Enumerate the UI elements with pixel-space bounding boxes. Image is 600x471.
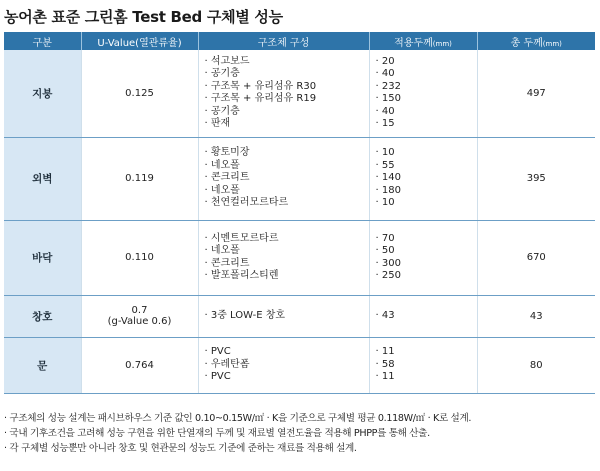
u-value-cell: 0.110 xyxy=(81,220,198,295)
thickness-item: · 140 xyxy=(376,172,477,185)
category-cell: 외벽 xyxy=(4,137,81,220)
footnote: · 구조체의 성능 설계는 패시브하우스 기준 값인 0.10~0.15W/㎡ · K을 기준으로 구체별 평균 0.118W/㎡ · K로 설계. xyxy=(4,411,471,426)
footnote: · 국내 기후조건을 고려해 성능 구현을 위한 단열재의 두께 및 재료별 열전도율을 적용해 PHPP를 통해 산출. xyxy=(4,426,471,441)
total-cell: 43 xyxy=(477,295,595,337)
thickness-item: · 50 xyxy=(376,245,477,258)
table-header-row xyxy=(4,32,595,50)
thickness-item: · 40 xyxy=(376,106,477,119)
layer-item: · 우레탄폼 xyxy=(205,359,369,372)
layer-item: · 석고보드 xyxy=(205,56,369,69)
thickness-item: · 55 xyxy=(376,160,477,173)
layer-item: · 황토미장 xyxy=(205,147,369,160)
total-cell: 497 xyxy=(477,50,595,137)
u-value-main: 0.7 xyxy=(131,305,148,316)
header-thickness xyxy=(369,32,477,50)
layer-item: · 시멘트모르타르 xyxy=(205,233,369,246)
thickness-item: · 58 xyxy=(376,359,477,372)
u-value-cell: 0.119 xyxy=(81,137,198,220)
thickness-item: · 70 xyxy=(376,233,477,246)
layer-item: · 천연컬러모르타르 xyxy=(205,197,369,210)
layer-item: · 공기층 xyxy=(205,106,369,119)
thickness-cell xyxy=(369,137,477,220)
thickness-item: · 180 xyxy=(376,185,477,198)
header-total-unit: (mm) xyxy=(542,39,562,48)
layers-cell xyxy=(198,220,369,295)
thickness-item: · 300 xyxy=(376,258,477,271)
layer-item: · 콘크리트 xyxy=(205,258,369,271)
u-value-cell: 0.764 xyxy=(81,337,198,393)
layers-cell xyxy=(198,337,369,393)
layer-item: · 공기층 xyxy=(205,68,369,81)
header-total-label: 총 두께 xyxy=(510,37,543,49)
thickness-item: · 250 xyxy=(376,270,477,283)
category-cell: 바닥 xyxy=(4,220,81,295)
layer-item: · 발포폴리스티렌 xyxy=(205,270,369,283)
layer-item: · 네오폴 xyxy=(205,160,369,173)
thickness-item: · 150 xyxy=(376,93,477,106)
thickness-cell xyxy=(369,50,477,137)
category-cell: 지붕 xyxy=(4,50,81,137)
header-thickness-unit: (mm) xyxy=(432,39,452,48)
thickness-item: · 11 xyxy=(376,346,477,359)
thickness-item: · 43 xyxy=(376,310,477,323)
total-cell: 670 xyxy=(477,220,595,295)
footnotes xyxy=(4,411,471,456)
layer-item: · 네오폴 xyxy=(205,245,369,258)
page-title: 농어촌 표준 그린홈 Test Bed 구체별 성능 xyxy=(4,8,283,26)
thickness-cell xyxy=(369,337,477,393)
layers-cell xyxy=(198,295,369,337)
layer-item: · 콘크리트 xyxy=(205,172,369,185)
u-value-cell: 0.125 xyxy=(81,50,198,137)
category-cell: 창호 xyxy=(4,295,81,337)
header-u-value: U-Value(열관류율) xyxy=(81,32,198,50)
thickness-item: · 11 xyxy=(376,371,477,384)
category-cell: 문 xyxy=(4,337,81,393)
layers-cell xyxy=(198,50,369,137)
table-row-floor xyxy=(4,220,595,295)
table-row-window xyxy=(4,295,595,337)
total-cell: 80 xyxy=(477,337,595,393)
thickness-item: · 10 xyxy=(376,147,477,160)
table-row-exterior-wall xyxy=(4,137,595,220)
layer-item: · 네오폴 xyxy=(205,185,369,198)
layer-item: · 구조목 + 유리섬유 R19 xyxy=(205,93,369,106)
thickness-item: · 40 xyxy=(376,68,477,81)
spec-table xyxy=(4,32,595,394)
header-thickness-label: 적용두께 xyxy=(394,37,433,49)
thickness-cell xyxy=(369,295,477,337)
thickness-item: · 232 xyxy=(376,81,477,94)
u-value-sub: (g-Value 0.6) xyxy=(107,316,172,327)
layers-cell xyxy=(198,137,369,220)
layer-item: · 구조목 + 유리섬유 R30 xyxy=(205,81,369,94)
u-value-cell xyxy=(81,295,198,337)
layer-item: · 3중 LOW-E 창호 xyxy=(205,310,369,323)
thickness-item: · 10 xyxy=(376,197,477,210)
thickness-item: · 20 xyxy=(376,56,477,69)
thickness-item: · 15 xyxy=(376,118,477,131)
layer-item: · 판재 xyxy=(205,118,369,131)
layer-item: · PVC xyxy=(205,346,369,359)
header-total xyxy=(477,32,595,50)
header-category: 구분 xyxy=(4,32,81,50)
table-row-roof xyxy=(4,50,595,137)
header-structure: 구조체 구성 xyxy=(198,32,369,50)
layer-item: · PVC xyxy=(205,371,369,384)
footnote: · 각 구체별 성능뿐만 아니라 창호 및 현관문의 성능도 기준에 준하는 재료를 적용해 설계. xyxy=(4,441,471,456)
thickness-cell xyxy=(369,220,477,295)
table-row-door xyxy=(4,337,595,393)
total-cell: 395 xyxy=(477,137,595,220)
